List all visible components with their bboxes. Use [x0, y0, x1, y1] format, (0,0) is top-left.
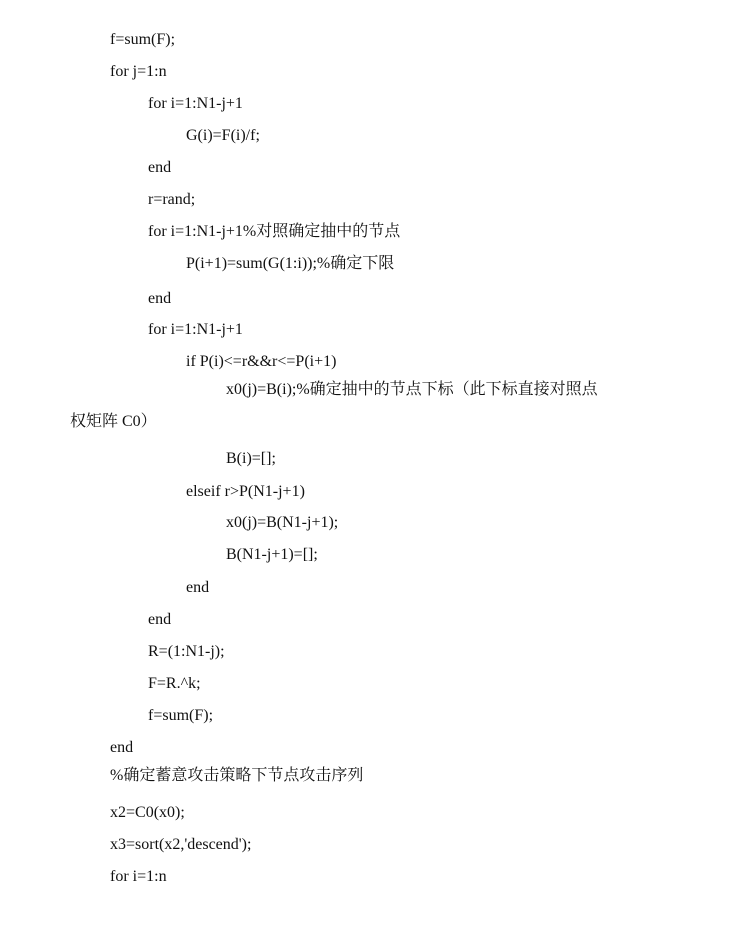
code-line: for i=1:N1-j+1	[148, 321, 243, 338]
code-line: P(i+1)=sum(G(1:i));%确定下限	[186, 255, 395, 272]
code-line: end	[148, 290, 172, 307]
code-line: x2=C0(x0);	[110, 804, 185, 821]
code-line: elseif r>P(N1-j+1)	[186, 483, 305, 500]
code-line: for i=1:N1-j+1%对照确定抽中的节点	[148, 223, 401, 240]
code-line: G(i)=F(i)/f;	[186, 127, 260, 144]
code-line: for j=1:n	[110, 63, 167, 80]
code-line: if P(i)<=r&&r<=P(i+1)	[186, 353, 337, 370]
code-line: r=rand;	[148, 191, 196, 208]
code-line: F=R.^k;	[148, 675, 201, 692]
code-line: R=(1:N1-j);	[148, 643, 225, 660]
code-line: end	[148, 159, 172, 176]
code-line: end	[186, 579, 210, 596]
code-line: f=sum(F);	[110, 31, 176, 48]
code-line: end	[148, 611, 172, 628]
code-line: x0(j)=B(i);%确定抽中的节点下标（此下标直接对照点	[226, 381, 598, 398]
code-line: %确定蓄意攻击策略下节点攻击序列	[110, 767, 364, 784]
code-line: for i=1:N1-j+1	[148, 95, 243, 112]
code-line: end	[110, 739, 134, 756]
code-line: 权矩阵 C0）	[70, 413, 157, 430]
code-line: B(N1-j+1)=[];	[226, 546, 318, 563]
code-line: f=sum(F);	[148, 707, 214, 724]
code-line: B(i)=[];	[226, 450, 276, 467]
code-line: x0(j)=B(N1-j+1);	[226, 514, 339, 531]
code-line: x3=sort(x2,'descend');	[110, 836, 252, 853]
code-line: for i=1:n	[110, 868, 167, 885]
